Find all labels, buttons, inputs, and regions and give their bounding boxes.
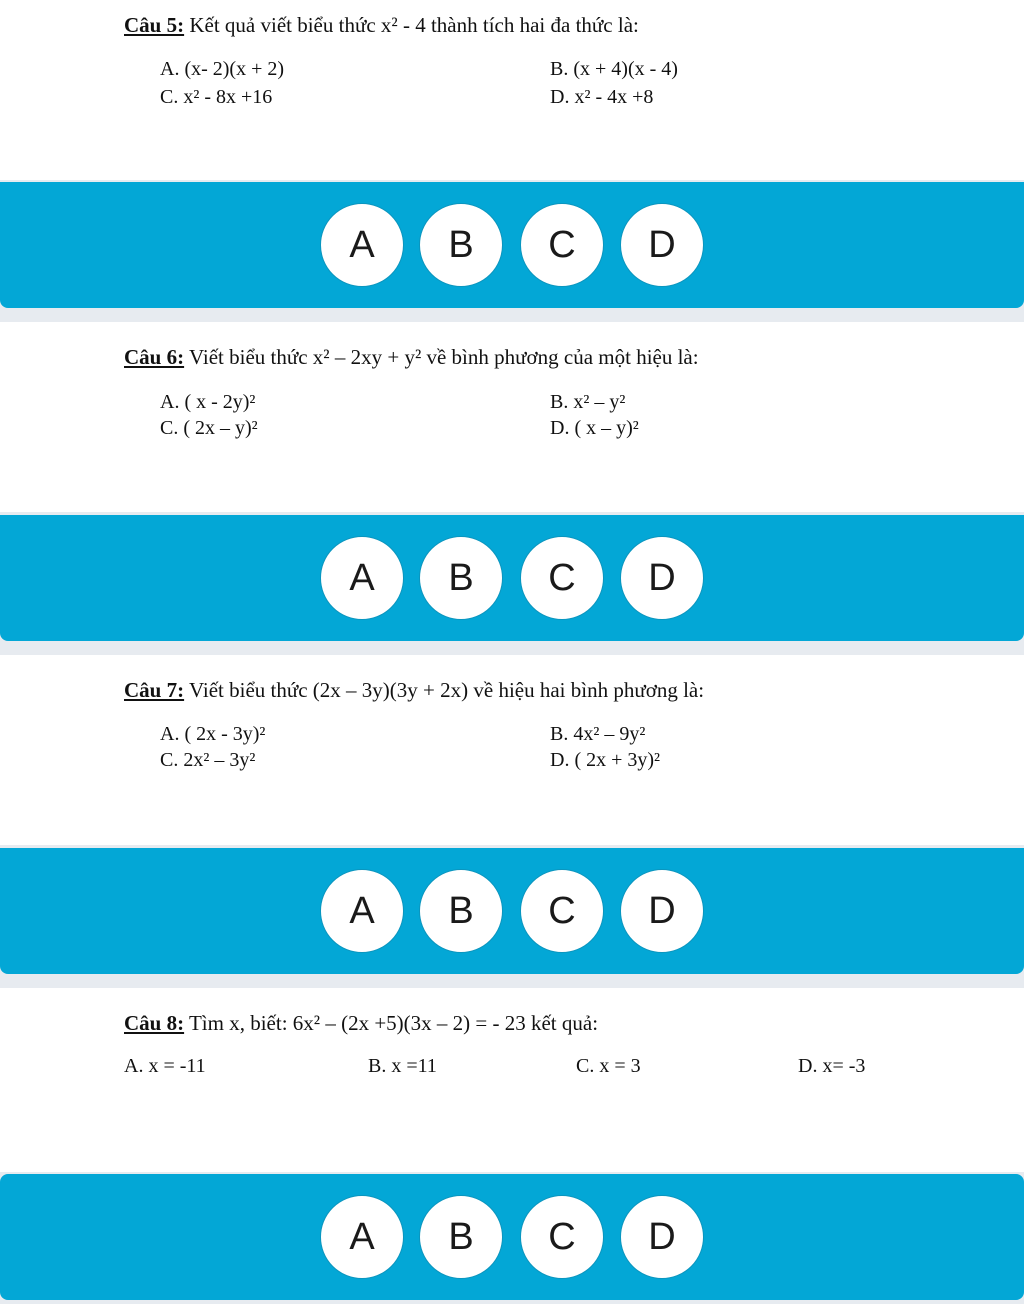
choice-d-button[interactable]: D — [620, 1195, 704, 1279]
question-text — [124, 677, 704, 703]
option-a: A. ( x - 2y)² — [160, 391, 256, 413]
question-label: Câu 5: — [124, 13, 185, 37]
choice-d-button[interactable]: D — [620, 203, 704, 287]
choice-c-button[interactable]: C — [520, 203, 604, 287]
question-text — [124, 12, 639, 38]
option-a: A. (x- 2)(x + 2) — [160, 58, 285, 80]
option-b: B. (x + 4)(x - 4) — [550, 58, 678, 80]
option-c: C. 2x² – 3y² — [160, 749, 256, 771]
question-body: Viết biểu thức (2x – 3y)(3y + 2x) về hiệu hai bình phương là: — [184, 678, 705, 702]
choice-b-button[interactable]: B — [419, 203, 503, 287]
choice-a-button[interactable]: A — [320, 1195, 404, 1279]
question-text — [124, 1010, 598, 1036]
option-c: C. x² - 8x +16 — [160, 86, 273, 108]
choice-b-button[interactable]: B — [419, 536, 503, 620]
answer-bar-7 — [0, 848, 1024, 974]
option-a: A. ( 2x - 3y)² — [160, 723, 266, 745]
question-card-8 — [0, 988, 1024, 1172]
question-body: Tìm x, biết: 6x² – (2x +5)(3x – 2) = - 23 kết quả: — [184, 1011, 599, 1035]
choice-a-button[interactable]: A — [320, 203, 404, 287]
choice-b-button[interactable]: B — [419, 869, 503, 953]
option-d: D. ( x – y)² — [550, 417, 639, 439]
choice-b-button[interactable]: B — [419, 1195, 503, 1279]
question-card-6 — [0, 322, 1024, 512]
choice-d-button[interactable]: D — [620, 536, 704, 620]
question-card-5 — [0, 0, 1024, 180]
answer-bar-5 — [0, 182, 1024, 308]
question-label: Câu 6: — [124, 345, 185, 369]
option-b: B. x =11 — [368, 1055, 437, 1077]
choice-d-button[interactable]: D — [620, 869, 704, 953]
option-d: D. ( 2x + 3y)² — [550, 749, 661, 771]
option-a: A. x = -11 — [124, 1055, 206, 1077]
question-body: Viết biểu thức x² – 2xy + y² về bình phương của một hiệu là: — [184, 345, 699, 369]
option-b: B. 4x² – 9y² — [550, 723, 646, 745]
question-text — [124, 344, 699, 370]
question-label: Câu 7: — [124, 678, 185, 702]
choice-a-button[interactable]: A — [320, 869, 404, 953]
choice-c-button[interactable]: C — [520, 536, 604, 620]
choice-c-button[interactable]: C — [520, 869, 604, 953]
option-b: B. x² – y² — [550, 391, 626, 413]
answer-bar-6 — [0, 515, 1024, 641]
question-label: Câu 8: — [124, 1011, 185, 1035]
question-card-7 — [0, 655, 1024, 845]
option-d: D. x² - 4x +8 — [550, 86, 654, 108]
choice-a-button[interactable]: A — [320, 536, 404, 620]
option-d: D. x= -3 — [798, 1055, 866, 1077]
option-c: C. x = 3 — [576, 1055, 641, 1077]
question-body: Kết quả viết biểu thức x² - 4 thành tích hai đa thức là: — [184, 13, 639, 37]
option-c: C. ( 2x – y)² — [160, 417, 258, 439]
choice-c-button[interactable]: C — [520, 1195, 604, 1279]
answer-bar-8 — [0, 1174, 1024, 1300]
